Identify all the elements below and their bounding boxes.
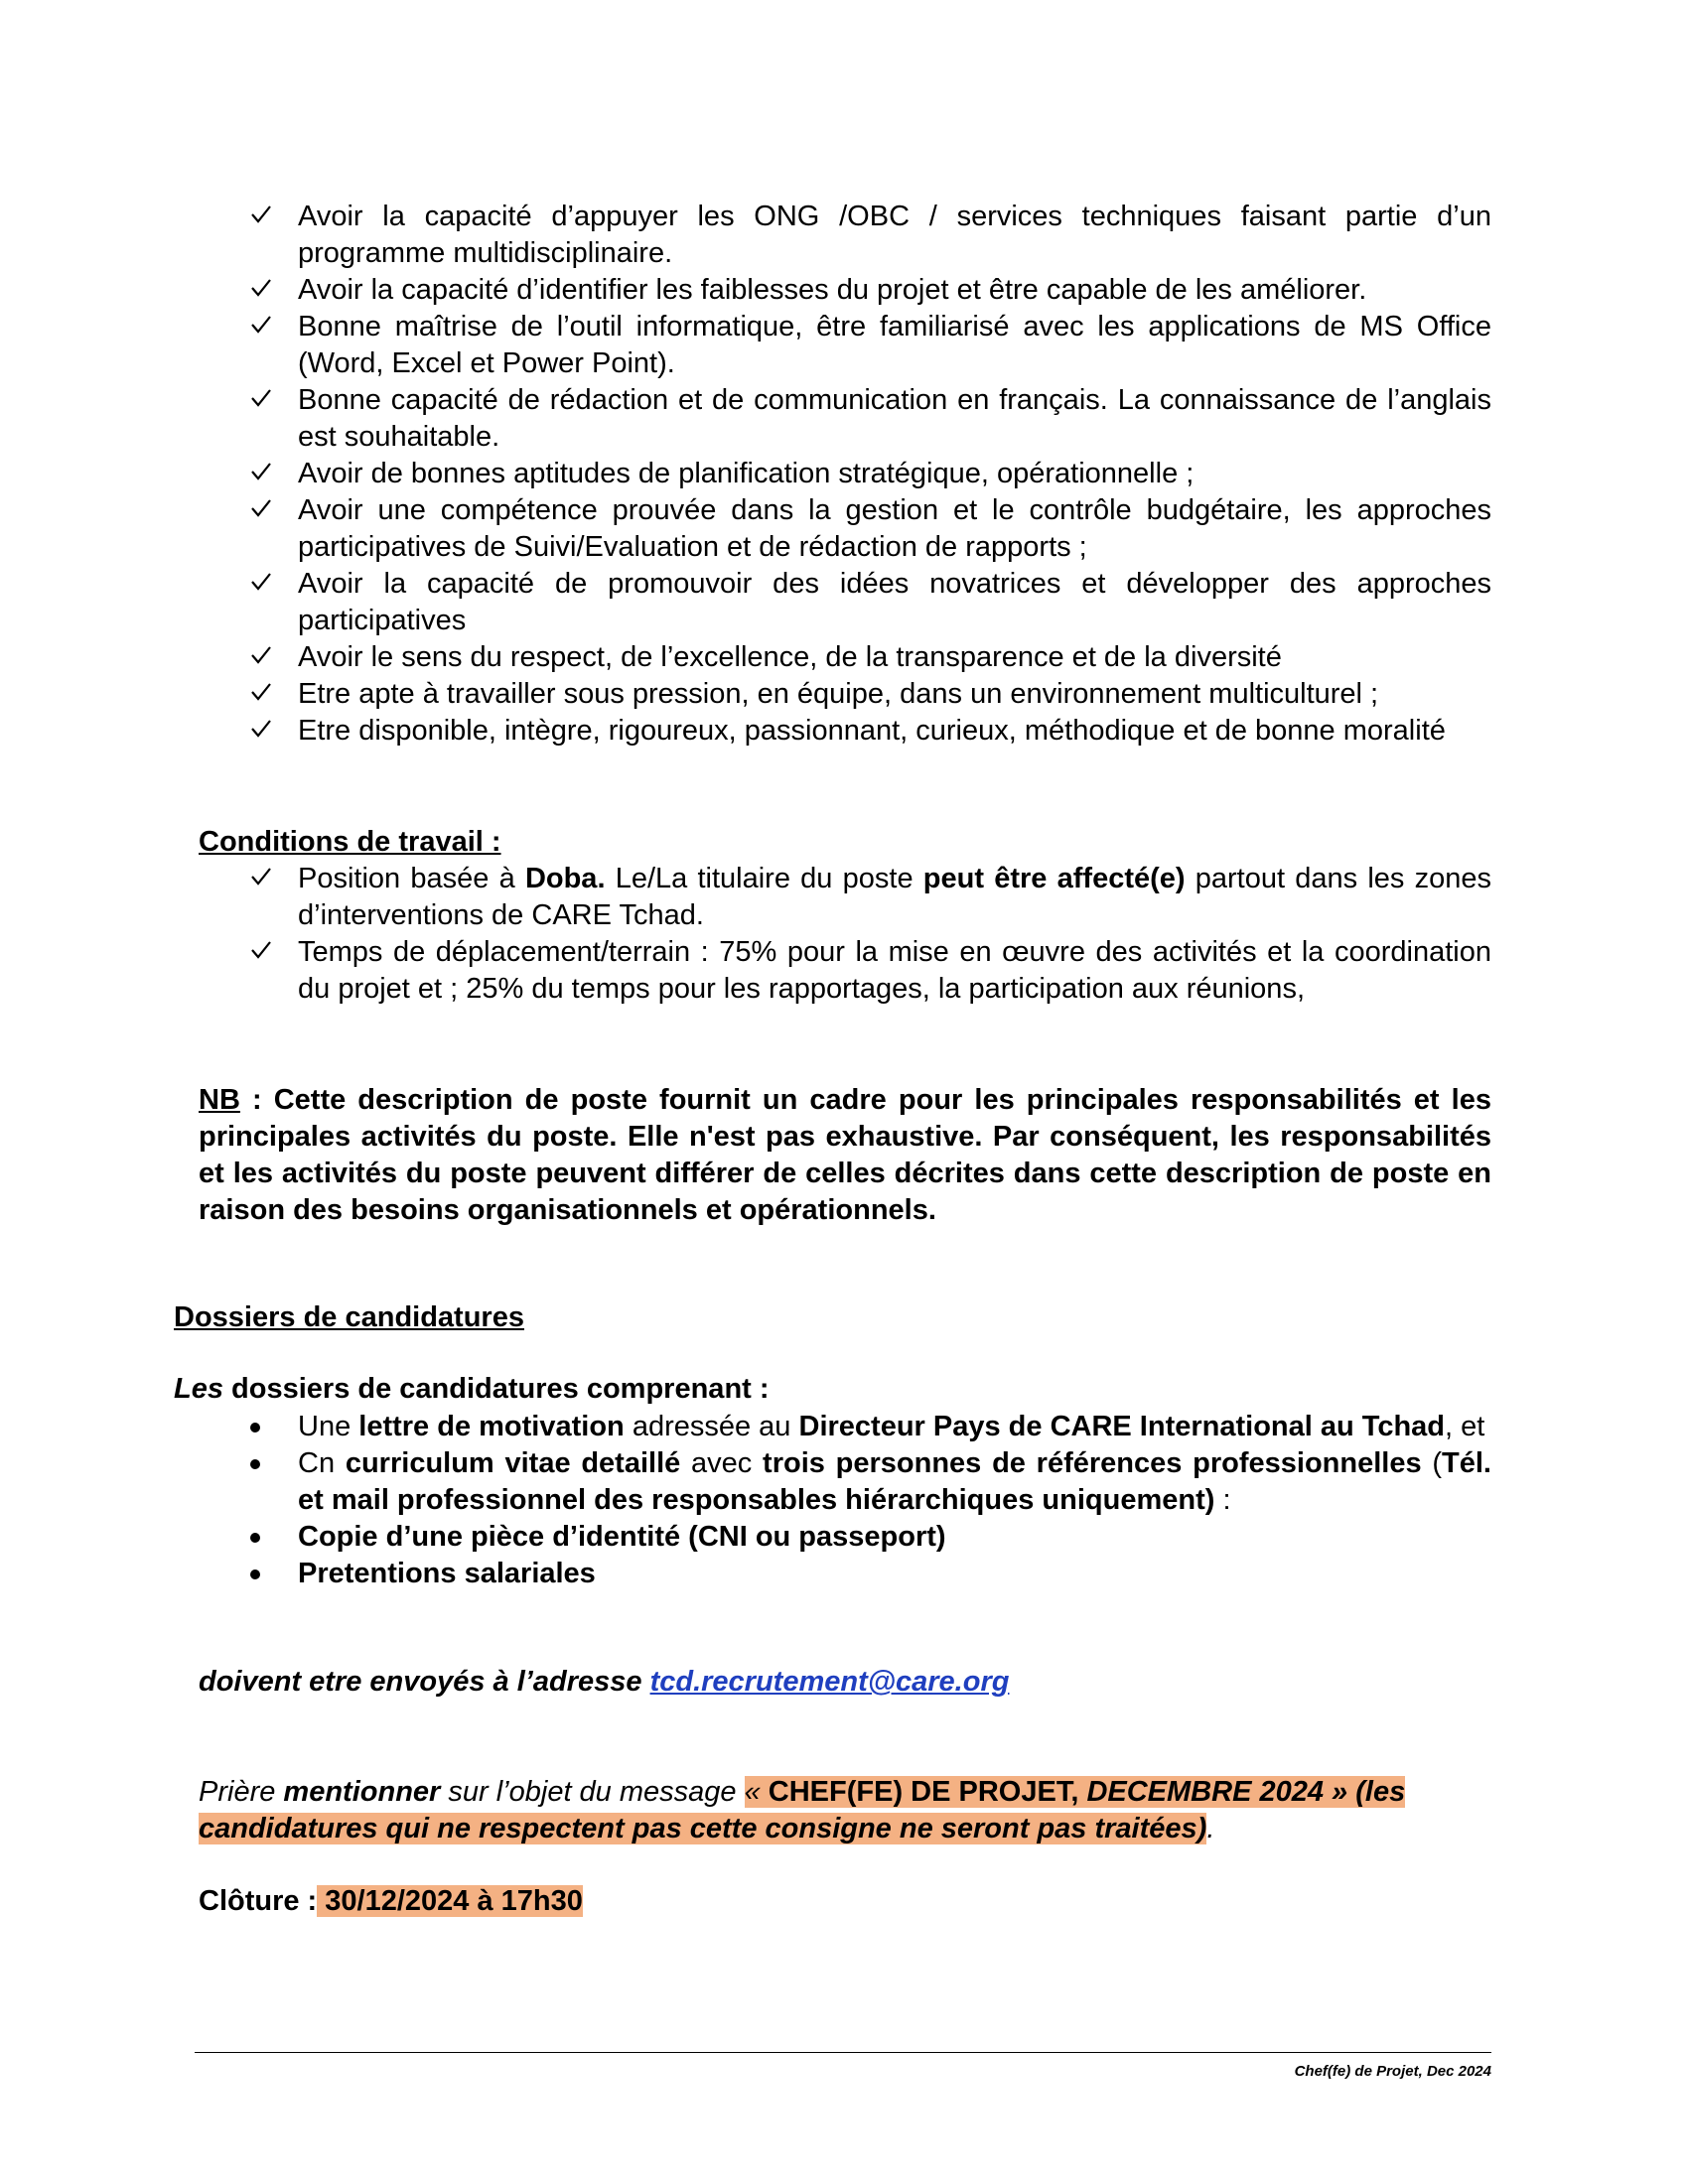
- list-item: [248, 199, 1491, 272]
- checkmark-icon: [250, 861, 280, 897]
- send-text: doivent etre envoyés à l’adresse: [199, 1666, 650, 1698]
- requirements-list: [248, 199, 1491, 750]
- bullet-icon: [250, 1533, 260, 1543]
- list-item: [248, 1445, 1491, 1519]
- requirement-text: Avoir une compétence prouvée dans la gestion et le contrôle budgétaire, les approches participatives de Suivi/Evaluation et de rédaction de rapports ;: [298, 494, 1491, 563]
- item-text: avec: [680, 1447, 764, 1479]
- requirement-text: Avoir la capacité d’appuyer les ONG /OBC / services techniques faisant partie d’un programme multidisciplinaire.: [298, 201, 1491, 269]
- item-text: , et: [1445, 1411, 1485, 1442]
- item-bold: Pretentions salariales: [298, 1558, 596, 1589]
- requirement-text: Avoir la capacité de promouvoir des idées novatrices et développer des approches participatives: [298, 568, 1491, 636]
- requirement-text: Bonne maîtrise de l’outil informatique, être familiarisé avec les applications de MS Office (Word, Excel et Power Point).: [298, 311, 1491, 379]
- priere-text: .: [1206, 1813, 1215, 1844]
- dossiers-heading: Dossiers de candidatures: [174, 1301, 524, 1333]
- footer-text: Chef(fe) de Projet, Dec 2024: [1294, 2063, 1491, 2080]
- checkmark-icon: [250, 309, 280, 345]
- subject-instructions: [199, 1774, 1491, 1847]
- list-item: [248, 492, 1491, 566]
- bullet-icon: [250, 1459, 260, 1469]
- item-bold: curriculum vitae detaillé: [345, 1447, 681, 1479]
- checkmark-icon: [250, 713, 280, 750]
- intro-text: dossiers de candidatures comprenant :: [222, 1373, 770, 1405]
- priere-text: sur l’objet du message: [440, 1776, 745, 1808]
- dossiers-intro: [174, 1371, 770, 1408]
- list-item: [248, 1556, 1491, 1592]
- checkmark-icon: [250, 639, 280, 676]
- assignment-text: peut être affecté(e): [922, 863, 1186, 894]
- list-item: [248, 934, 1491, 1008]
- highlight-text: » (les candidatures qui ne respectent pas cette consigne ne seront pas traitées): [199, 1776, 1406, 1844]
- item-text: Une: [298, 1411, 359, 1442]
- list-item: [248, 676, 1491, 713]
- list-item: [248, 713, 1491, 750]
- closing-label: Clôture :: [199, 1885, 318, 1917]
- item-bold: Copie d’une pièce d’identité (CNI ou passeport): [298, 1521, 946, 1553]
- checkmark-icon: [250, 382, 280, 419]
- checkmark-icon: [250, 934, 280, 971]
- bullet-icon: [250, 1423, 260, 1433]
- condition-text: partout dans les zones d’interventions de CARE Tchad.: [298, 863, 1492, 931]
- item-bold: lettre de motivation: [358, 1411, 625, 1442]
- requirement-text: Bonne capacité de rédaction et de communication en français. La connaissance de l’anglais est souhaitable.: [298, 384, 1491, 453]
- item-bold: trois personnes de références professionnelles: [763, 1447, 1422, 1479]
- list-item: [248, 309, 1491, 382]
- checkmark-icon: [250, 492, 280, 529]
- item-text: :: [1214, 1484, 1231, 1516]
- condition-text: Le/La titulaire du poste: [605, 863, 923, 894]
- item-text: (: [1421, 1447, 1443, 1479]
- requirement-text: Avoir la capacité d’identifier les faiblesses du projet et être capable de les améliorer.: [298, 274, 1367, 306]
- condition-text: Position basée à: [298, 863, 525, 894]
- location-text: Doba.: [524, 863, 606, 894]
- item-text: Cn: [298, 1447, 346, 1479]
- conditions-heading: Conditions de travail :: [199, 826, 501, 858]
- priere-bold: mentionner: [283, 1776, 441, 1808]
- closing-value: 30/12/2024 à 17h30: [317, 1885, 583, 1917]
- item-text: adressée au: [624, 1411, 799, 1442]
- highlight-text: DECEMBRE 2024: [1086, 1776, 1324, 1808]
- item-bold: Tél. et mail professionnel des responsables hiérarchiques uniquement): [298, 1447, 1491, 1516]
- nb-paragraph: [199, 1082, 1491, 1229]
- requirement-text: Avoir le sens du respect, de l’excellence, de la transparence et de la diversité: [298, 641, 1282, 673]
- list-item: [248, 639, 1491, 676]
- priere-text: Prière: [199, 1776, 284, 1808]
- list-item: [248, 566, 1491, 639]
- requirement-text: Avoir de bonnes aptitudes de planification stratégique, opérationnelle ;: [298, 458, 1195, 489]
- nb-text: : Cette description de poste fournit un cadre pour les principales responsabilités et les principales activités du poste. Elle n'est pas exhaustive. Par conséquent, les responsabilités et les activités du poste peuvent différer de celles décrites dans cette description de poste en raison des besoins organisationnels et opérationnels.: [199, 1084, 1491, 1226]
- list-item: [248, 272, 1491, 309]
- footer-divider: [195, 2052, 1491, 2053]
- highlight-text: «: [744, 1776, 769, 1808]
- dossiers-list: [248, 1409, 1491, 1592]
- intro-italic: Les: [174, 1373, 223, 1405]
- highlight-text: CHEF(FE) DE PROJET,: [768, 1776, 1087, 1808]
- bullet-icon: [250, 1570, 260, 1579]
- condition-text: Temps de déplacement/terrain : 75% pour la mise en œuvre des activités et la coordination du projet et ; 25% du temps pour les rapportages, la participation aux réunions,: [298, 936, 1491, 1005]
- list-item: [248, 456, 1491, 492]
- checkmark-icon: [250, 199, 280, 235]
- checkmark-icon: [250, 272, 280, 309]
- checkmark-icon: [250, 456, 280, 492]
- requirement-text: Etre disponible, intègre, rigoureux, passionnant, curieux, méthodique et de bonne moralité: [298, 715, 1446, 747]
- email-link[interactable]: tcd.recrutement@care.org: [649, 1666, 1010, 1698]
- requirement-text: Etre apte à travailler sous pression, en équipe, dans un environnement multiculturel ;: [298, 678, 1379, 710]
- list-item: [248, 1519, 1491, 1556]
- checkmark-icon: [250, 676, 280, 713]
- list-item: [248, 1409, 1491, 1445]
- list-item: [248, 382, 1491, 456]
- closing-date: [199, 1883, 583, 1920]
- list-item: [248, 861, 1491, 934]
- send-instructions: [199, 1664, 1009, 1701]
- nb-label: NB: [199, 1084, 240, 1116]
- item-bold: Directeur Pays de CARE International au Tchad: [798, 1411, 1446, 1442]
- checkmark-icon: [250, 566, 280, 603]
- conditions-list: [248, 861, 1491, 1008]
